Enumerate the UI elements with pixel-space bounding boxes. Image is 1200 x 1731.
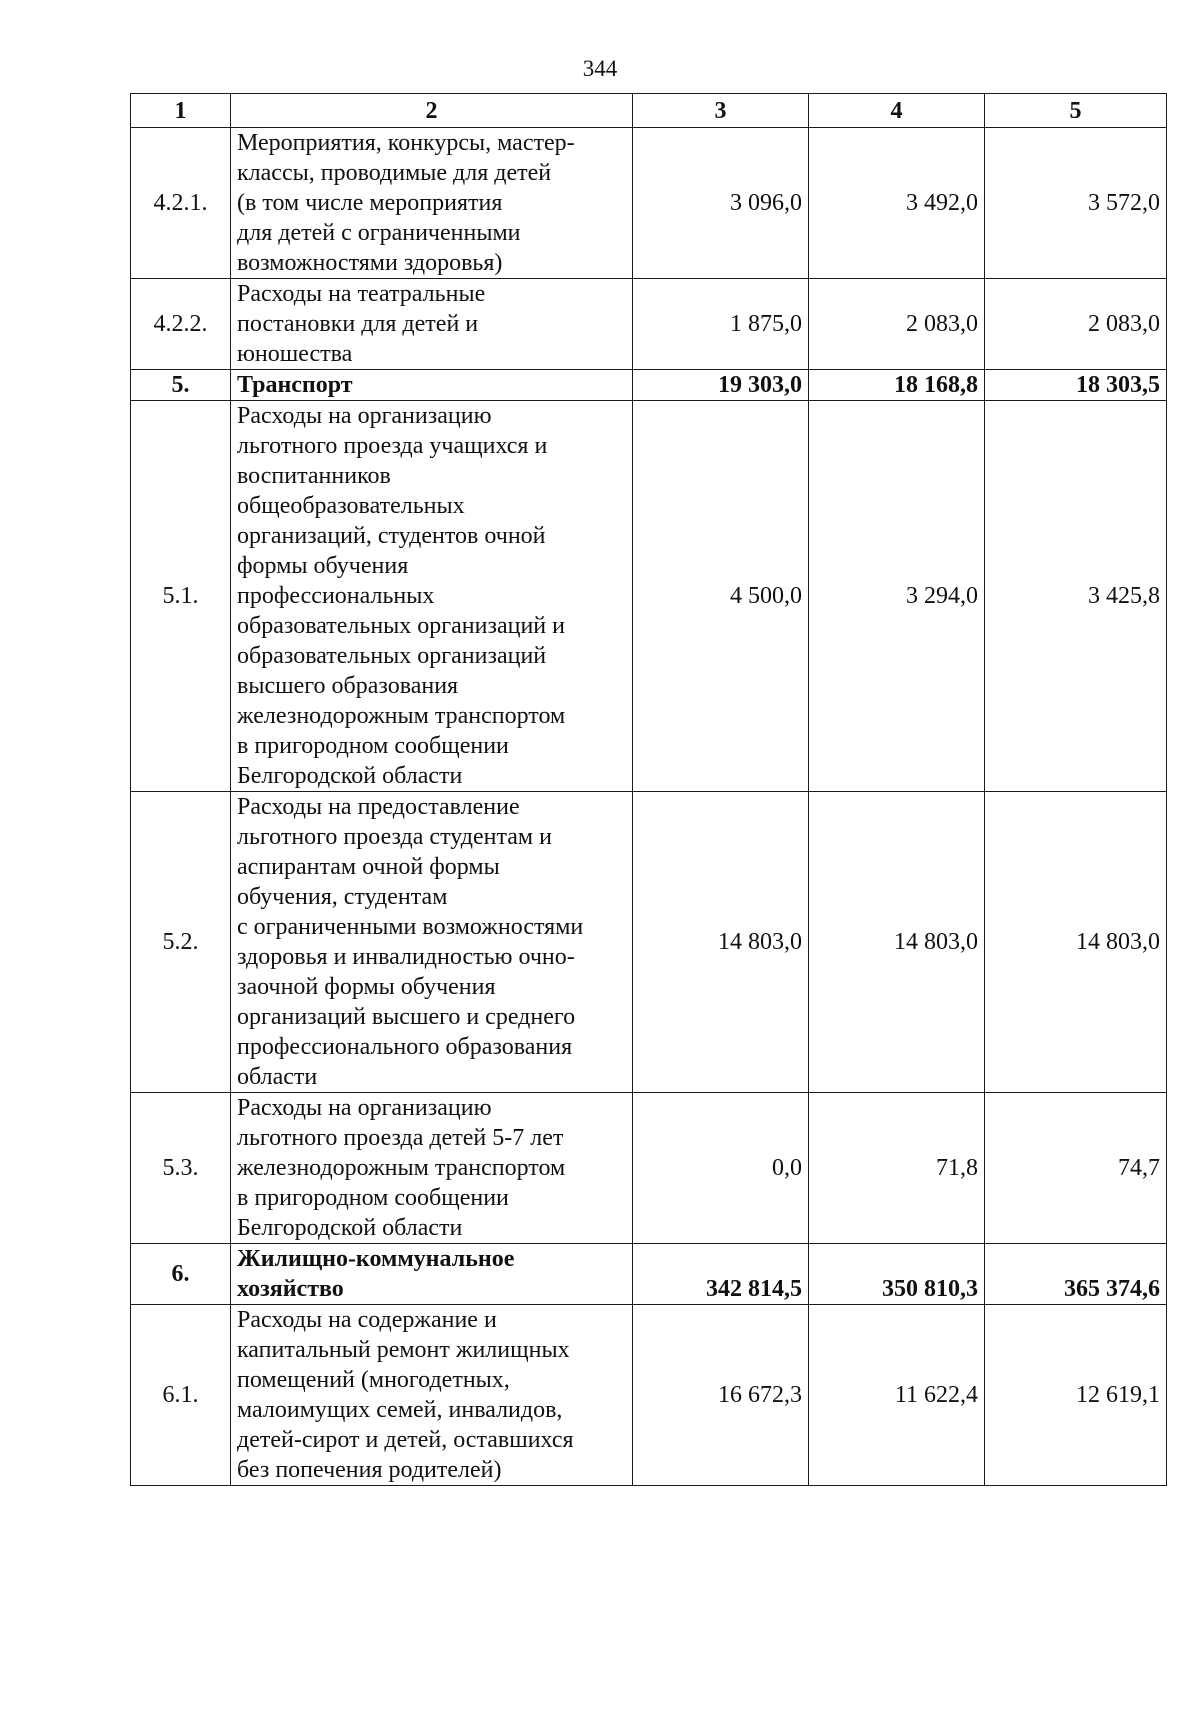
row-value-col-3: 342 814,5: [633, 1244, 809, 1305]
row-value-col-4: 3 294,0: [809, 401, 985, 792]
table-row: [131, 401, 1167, 792]
row-value-col-3: 19 303,0: [633, 370, 809, 401]
row-value-col-5: 3 425,8: [985, 401, 1167, 792]
row-number: 4.2.2.: [131, 279, 231, 370]
row-value-col-4: 3 492,0: [809, 128, 985, 279]
header-row: [131, 94, 1167, 128]
table-row: [131, 279, 1167, 370]
row-value-col-3: 16 672,3: [633, 1305, 809, 1486]
row-number: 5.2.: [131, 792, 231, 1093]
table-body: [131, 128, 1167, 1486]
row-number: 5.: [131, 370, 231, 401]
row-value-col-5: 3 572,0: [985, 128, 1167, 279]
table-header: [131, 94, 1167, 128]
table-row: [131, 1305, 1167, 1486]
row-number: 6.: [131, 1244, 231, 1305]
row-value-col-3: 1 875,0: [633, 279, 809, 370]
row-value-col-4: 71,8: [809, 1093, 985, 1244]
row-value-col-4: 350 810,3: [809, 1244, 985, 1305]
row-description: Расходы на организацию льготного проезда детей 5-7 лет железнодорожным транспортом в пригородном сообщении Белгородской области: [231, 1093, 633, 1244]
row-description: Транспорт: [231, 370, 633, 401]
row-number: 6.1.: [131, 1305, 231, 1486]
table-row: [131, 792, 1167, 1093]
row-value-col-4: 18 168,8: [809, 370, 985, 401]
row-value-col-5: 365 374,6: [985, 1244, 1167, 1305]
page-number: 344: [582, 56, 618, 81]
row-description: Жилищно-коммунальное хозяйство: [231, 1244, 633, 1305]
row-description: Расходы на организацию льготного проезда учащихся и воспитанников общеобразовательных организаций, студентов очной формы обучения профессиональных образовательных организаций и образовательных организаций высшего образования железнодорожным транспортом в пригородном сообщении Белгородской области: [231, 401, 633, 792]
header-col-1: 1: [131, 94, 231, 128]
row-value-col-5: 18 303,5: [985, 370, 1167, 401]
row-value-col-5: 14 803,0: [985, 792, 1167, 1093]
section-row: [131, 370, 1167, 401]
row-value-col-4: 2 083,0: [809, 279, 985, 370]
table-row: [131, 128, 1167, 279]
row-value-col-3: 14 803,0: [633, 792, 809, 1093]
budget-table: [130, 93, 1167, 1486]
row-value-col-5: 2 083,0: [985, 279, 1167, 370]
row-description: Мероприятия, конкурсы, мастер- классы, проводимые для детей (в том числе мероприятия для детей с ограниченными возможностями здоровья): [231, 128, 633, 279]
row-number: 5.3.: [131, 1093, 231, 1244]
row-value-col-3: 3 096,0: [633, 128, 809, 279]
row-value-col-3: 4 500,0: [633, 401, 809, 792]
row-value-col-5: 12 619,1: [985, 1305, 1167, 1486]
row-number: 4.2.1.: [131, 128, 231, 279]
row-value-col-3: 0,0: [633, 1093, 809, 1244]
row-number: 5.1.: [131, 401, 231, 792]
row-value-col-4: 11 622,4: [809, 1305, 985, 1486]
section-row: [131, 1244, 1167, 1305]
table-row: [131, 1093, 1167, 1244]
header-col-4: 4: [809, 94, 985, 128]
header-col-3: 3: [633, 94, 809, 128]
row-description: Расходы на театральные постановки для детей и юношества: [231, 279, 633, 370]
row-description: Расходы на содержание и капитальный ремонт жилищных помещений (многодетных, малоимущих семей, инвалидов, детей-сирот и детей, оставшихся без попечения родителей): [231, 1305, 633, 1486]
row-description: Расходы на предоставление льготного проезда студентам и аспирантам очной формы обучения, студентам с ограниченными возможностями здоровья и инвалидностью очно- заочной формы обучения организаций высшего и среднего профессионального образования области: [231, 792, 633, 1093]
header-col-5: 5: [985, 94, 1167, 128]
row-value-col-4: 14 803,0: [809, 792, 985, 1093]
row-value-col-5: 74,7: [985, 1093, 1167, 1244]
header-col-2: 2: [231, 94, 633, 128]
